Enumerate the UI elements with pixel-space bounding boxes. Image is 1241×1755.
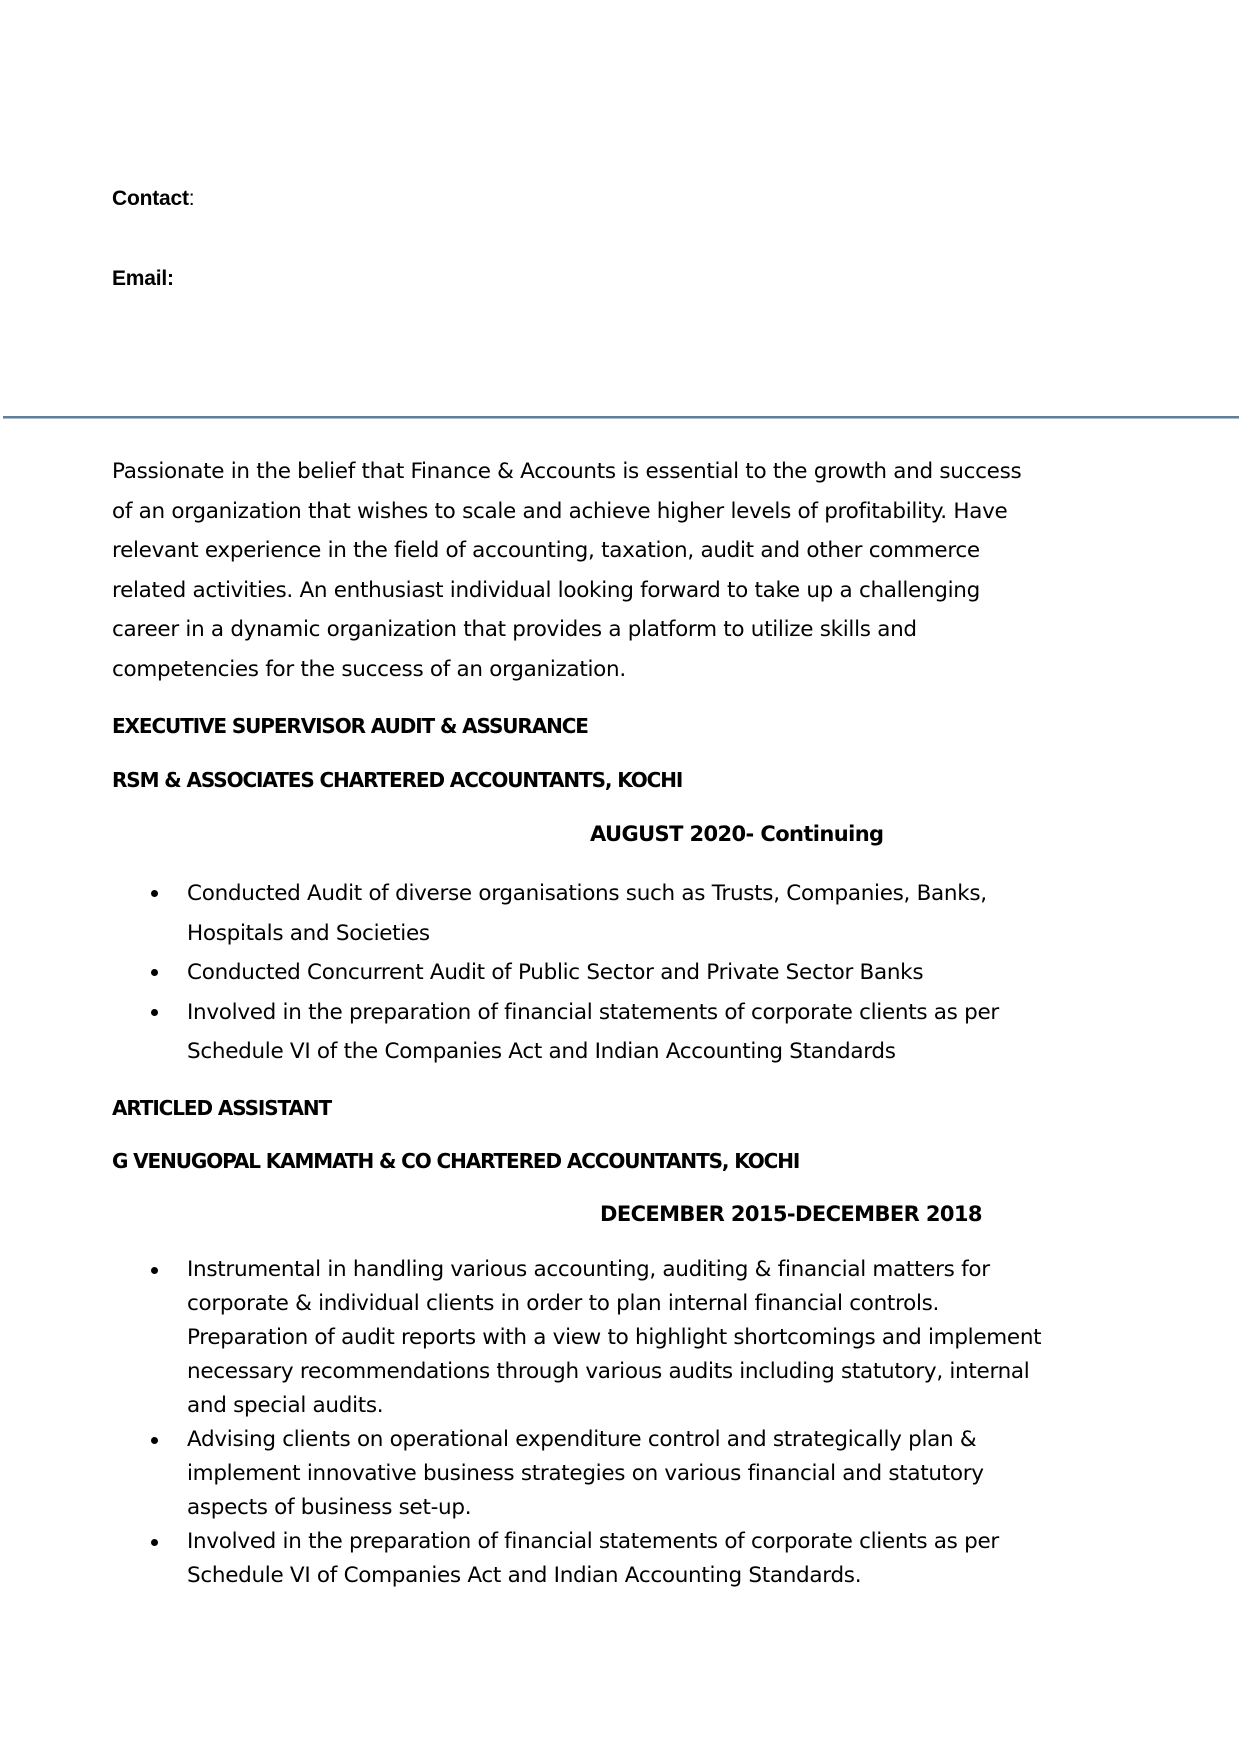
list-item-line: Schedule VI of the Companies Act and Indian Accounting Standards xyxy=(187,1039,896,1064)
list-item-line: Hospitals and Societies xyxy=(187,920,430,946)
list-item-line: aspects of business set-up. xyxy=(187,1495,472,1520)
summary-line: career in a dynamic organization that provides a platform to utilize skills and xyxy=(112,617,917,642)
section-divider xyxy=(3,416,1239,418)
bullet-icon xyxy=(151,890,158,897)
list-item xyxy=(0,993,999,1072)
list-item xyxy=(0,953,999,993)
list-item-line: Advising clients on operational expenditure control and strategically plan & xyxy=(187,1427,977,1452)
job-company: RSM & ASSOCIATES CHARTERED ACCOUNTANTS, KOCHI xyxy=(112,768,683,792)
list-item xyxy=(0,874,999,953)
bullet-icon xyxy=(151,1009,158,1016)
list-item-line: Conducted Concurrent Audit of Public Sector and Private Sector Banks xyxy=(187,960,924,985)
summary-line: related activities. An enthusiast individual looking forward to take up a challenging xyxy=(112,577,980,603)
summary-line: competencies for the success of an organization. xyxy=(112,656,626,682)
profile-summary xyxy=(112,452,1122,689)
job-responsibilities xyxy=(0,874,999,1072)
bullet-icon xyxy=(151,969,158,976)
job-title: EXECUTIVE SUPERVISOR AUDIT & ASSURANCE xyxy=(112,714,588,738)
summary-line: relevant experience in the field of accounting, taxation, audit and other commerce xyxy=(112,538,980,563)
job-title: ARTICLED ASSISTANT xyxy=(112,1096,332,1120)
contact-label-text: Contact xyxy=(112,187,189,210)
contact-label-colon: : xyxy=(188,187,195,210)
list-item-line: Conducted Audit of diverse organisations such as Trusts, Companies, Banks, xyxy=(187,881,987,906)
email-label: Email: xyxy=(112,267,174,290)
summary-line: of an organization that wishes to scale and achieve higher levels of profitability. Have xyxy=(112,498,1008,524)
bullet-icon xyxy=(151,1437,158,1444)
job-responsibilities xyxy=(0,1253,1041,1593)
list-item-line: Schedule VI of Companies Act and Indian Accounting Standards. xyxy=(187,1563,862,1588)
contact-label xyxy=(112,187,194,211)
list-item-line: corporate & individual clients in order to plan internal financial controls. xyxy=(187,1291,940,1316)
list-item-line: implement innovative business strategies on various financial and statutory xyxy=(187,1461,984,1486)
job-dates: DECEMBER 2015-DECEMBER 2018 xyxy=(600,1202,982,1226)
bullet-icon xyxy=(151,1539,158,1546)
list-item-line: Instrumental in handling various accounting, auditing & financial matters for xyxy=(187,1257,990,1282)
bullet-icon xyxy=(151,1267,158,1274)
list-item xyxy=(0,1525,1041,1593)
list-item-line: Preparation of audit reports with a view to highlight shortcomings and implement xyxy=(187,1325,1042,1350)
list-item-line: Involved in the preparation of financial statements of corporate clients as per xyxy=(187,999,999,1025)
list-item-line: necessary recommendations through various audits including statutory, internal xyxy=(187,1359,1030,1384)
list-item-line: and special audits. xyxy=(187,1393,384,1418)
list-item xyxy=(0,1253,1041,1423)
list-item xyxy=(0,1423,1041,1525)
summary-line: Passionate in the belief that Finance & Accounts is essential to the growth and success xyxy=(112,459,1022,484)
job-dates: AUGUST 2020- Continuing xyxy=(590,822,884,846)
job-company: G VENUGOPAL KAMMATH & CO CHARTERED ACCOUNTANTS, KOCHI xyxy=(112,1149,800,1173)
list-item-line: Involved in the preparation of financial statements of corporate clients as per xyxy=(187,1529,999,1554)
